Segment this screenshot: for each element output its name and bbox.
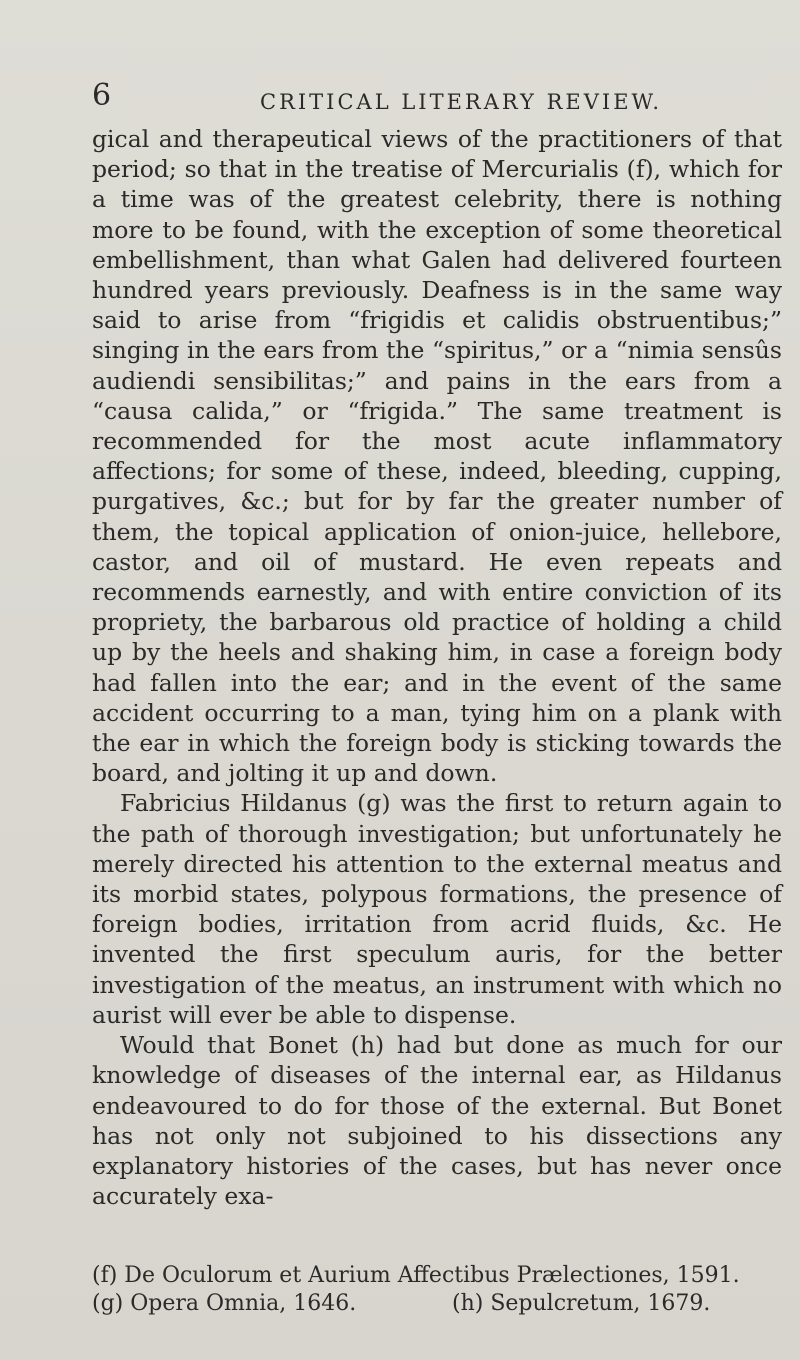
footnote-f: (f) De Oculorum et Aurium Affectibus Prælectiones, 1591. xyxy=(92,1263,740,1288)
paragraph-3: Would that Bonet (h) had but done as much for our knowledge of diseases of the internal ear, as Hildanus endeavoured to do for those of the external. But Bonet has not only not subjoined to his dissections any explanatory histories of the cases, but has never once accurately exa- xyxy=(92,1031,782,1211)
running-head: CRITICAL LITERARY REVIEW. xyxy=(260,90,663,114)
page-header xyxy=(92,80,782,120)
page-number: 6 xyxy=(92,78,112,113)
footnote-g: (g) Opera Omnia, 1646. xyxy=(92,1291,357,1316)
body-text xyxy=(92,124,782,1211)
footnotes xyxy=(92,1262,782,1318)
paragraph-2: Fabricius Hildanus (g) was the first to return again to the path of thorough investigation; but unfortunately he merely directed his attention to the external meatus and its morbid states, polypous formations, the presence of foreign bodies, irritation from acrid fluids, &c. He invented the first speculum auris, for the better investigation of the meatus, an instrument with which no aurist will ever be able to dispense. xyxy=(92,789,782,1029)
footnote-h: (h) Sepulcretum, 1679. xyxy=(452,1291,711,1316)
paragraph-1: gical and therapeutical views of the practitioners of that period; so that in the treatise of Mercurialis (f), which for a time was of the greatest celebrity, there is nothing more to be found, with the exception of some theoretical embellishment, than what Galen had delivered fourteen hundred years previously. Deafness is in the same way said to arise from “frigidis et calidis obstruentibus;” singing in the ears from the “spiritus,” or a “nimia sensûs audiendi sensibilitas;” and pains in the ears from a “causa calida,” or “frigida.” The same treatment is recommended for the most acute inflammatory affections; for some of these, indeed, bleeding, cupping, purgatives, &c.; but for by far the greater number of them, the topical application of onion-juice, hellebore, castor, and oil of mustard. He even repeats and recommends earnestly, and with entire conviction of its propriety, the barbarous old practice of holding a child up by the heels and shaking him, in case a foreign body had fallen into the ear; and in the event of the same accident occurring to a man, tying him on a plank with the ear in which the foreign body is sticking towards the board, and jolting it up and down. xyxy=(92,125,782,788)
footnote-row xyxy=(92,1290,782,1318)
